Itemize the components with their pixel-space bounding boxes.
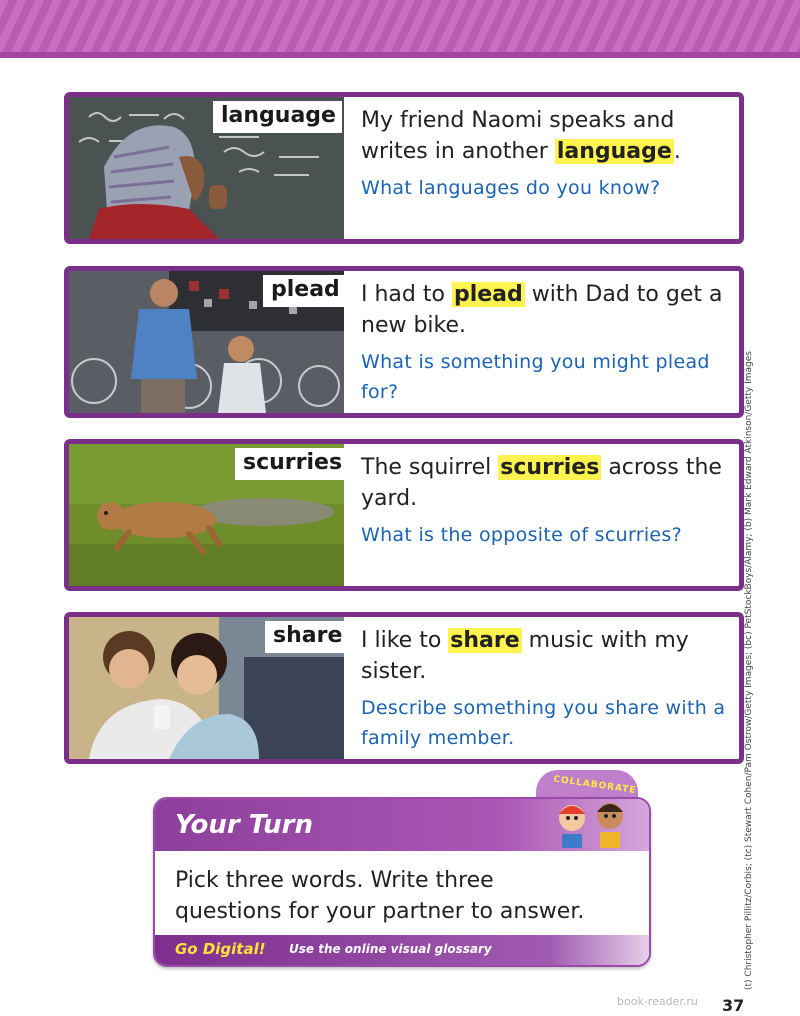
sentence-text: across the yard. [361, 455, 722, 511]
example-sentence [361, 625, 729, 687]
vocab-card-scurries [64, 439, 744, 591]
sentence-text: music with my sister. [361, 628, 689, 684]
watermark: book-reader.ru [617, 995, 698, 1008]
sentence-text: I like to [361, 628, 449, 653]
go-digital-bar [155, 935, 649, 965]
discussion-question: What is something you might plead for? [361, 351, 710, 403]
page-header-band [0, 0, 800, 58]
example-sentence [361, 279, 729, 341]
vocab-card-plead [64, 266, 744, 418]
sentence-text: My friend Naomi speaks and writes in another [361, 108, 675, 164]
highlighted-word: plead [453, 282, 523, 307]
example-sentence [361, 452, 729, 514]
sentence-text: The squirrel [361, 455, 499, 480]
vocab-word-label: plead [263, 275, 346, 307]
vocab-card-language [64, 92, 744, 244]
highlighted-word: share [450, 628, 520, 653]
discussion-question: Describe something you share with a family member. [361, 697, 726, 749]
highlighted-word: scurries [500, 455, 600, 480]
sentence-text: . [673, 139, 681, 164]
collaborate-kids-icon [552, 800, 634, 848]
highlighted-word: language [556, 139, 672, 164]
example-sentence [361, 105, 729, 167]
vocab-word-label: share [265, 621, 348, 653]
go-digital-label[interactable]: Go Digital! [175, 940, 266, 958]
collaborate-badge-text: COLLABORATE [552, 774, 637, 797]
vocab-word-label: language [213, 101, 342, 133]
sentence-text: I had to [361, 282, 452, 307]
your-turn-instructions: Pick three words. Write three questions for your partner to answer. [175, 868, 585, 924]
sentence-text: with Dad to get a new bike. [361, 282, 723, 338]
vocab-card-share [64, 612, 744, 764]
discussion-question: What is the opposite of scurries? [361, 524, 683, 546]
page-number: 37 [722, 996, 745, 1015]
your-turn-title: Your Turn [175, 810, 313, 840]
discussion-question: What languages do you know? [361, 177, 661, 199]
go-digital-text: Use the online visual glossary [289, 942, 492, 956]
photo-credits: (t) Christopher Pillitz/Corbis; (tc) Stewart Cohen/Pam Ostrow/Getty Images; (bc) PetStockBoys/Alamy; (b) Mark Edward Atkinson/Getty Images [744, 351, 754, 990]
vocab-word-label: scurries [235, 448, 348, 480]
